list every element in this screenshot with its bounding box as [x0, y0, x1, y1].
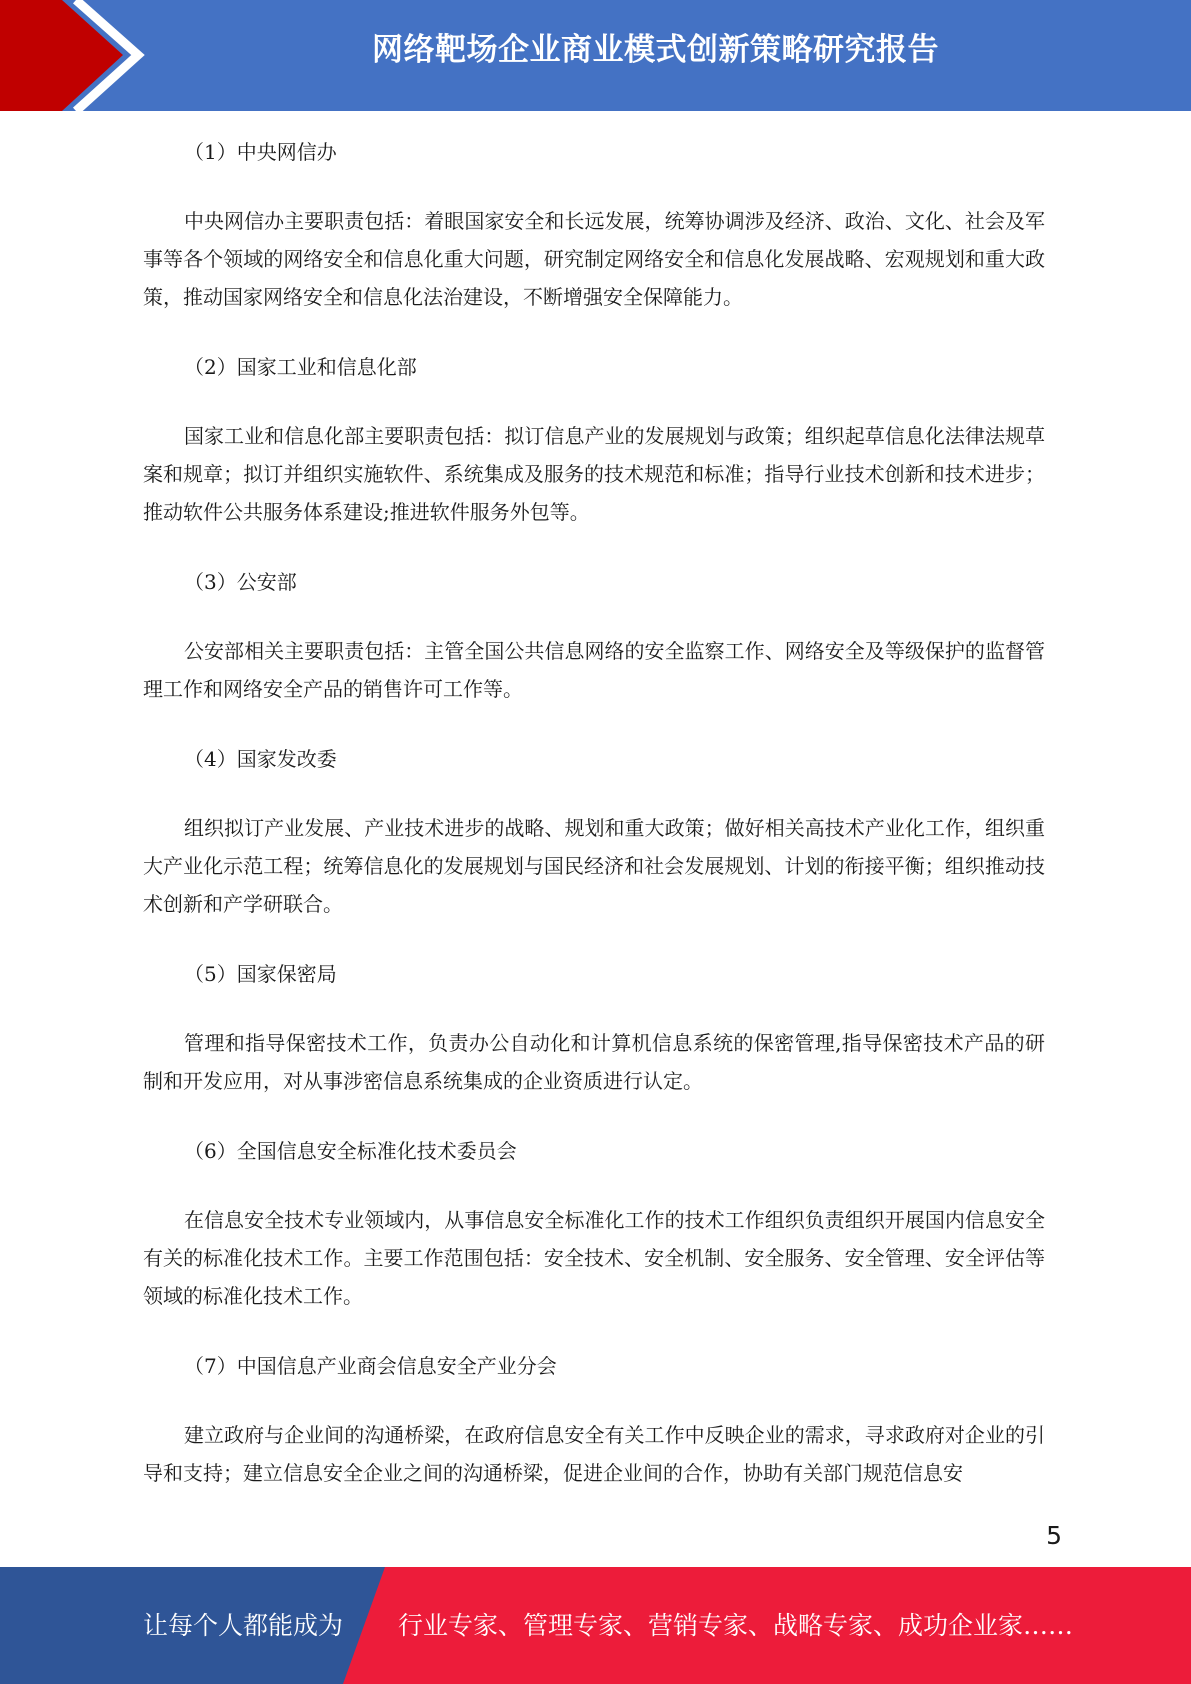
header-banner: [0, 0, 1191, 111]
section-paragraph-7: 建立政府与企业间的沟通桥梁，在政府信息安全有关工作中反映企业的需求，寻求政府对企业的引导和支持；建立信息安全企业之间的沟通桥梁，促进企业间的合作，协助有关部门规范信息安: [143, 1423, 1045, 1485]
header-chevron-graphic: [0, 0, 160, 111]
section-heading-7: （7）中国信息产业商会信息安全产业分会: [184, 1354, 557, 1378]
section-heading-6: （6）全国信息安全标准化技术委员会: [184, 1139, 517, 1163]
section-heading-3: （3）公安部: [184, 570, 297, 594]
footer-slogan-right: 行业专家、管理专家、营销专家、战略专家、成功企业家……: [398, 1611, 1074, 1640]
section-heading-5: （5）国家保密局: [184, 962, 337, 986]
section-paragraph-1: 中央网信办主要职责包括：着眼国家安全和长远发展，统筹协调涉及经济、政治、文化、社会及军事等各个领域的网络安全和信息化重大问题，研究制定网络安全和信息化发展战略、宏观规划和重大政策，推动国家网络安全和信息化法治建设，不断增强安全保障能力。: [143, 209, 1045, 309]
main-content: [143, 133, 1045, 1492]
section-paragraph-6: 在信息安全技术专业领域内，从事信息安全标准化工作的技术工作组织负责组织开展国内信息安全有关的标准化技术工作。主要工作范围包括：安全技术、安全机制、安全服务、安全管理、安全评估等领域的标准化技术工作。: [143, 1208, 1045, 1308]
section-paragraph-4: 组织拟订产业发展、产业技术进步的战略、规划和重大政策；做好相关高技术产业化工作，组织重大产业化示范工程；统筹信息化的发展规划与国民经济和社会发展规划、计划的衔接平衡；组织推动技术创新和产学研联合。: [143, 816, 1045, 916]
section-heading-2: （2）国家工业和信息化部: [184, 355, 417, 379]
section-paragraph-5: 管理和指导保密技术工作，负责办公自动化和计算机信息系统的保密管理,指导保密技术产品的研制和开发应用，对从事涉密信息系统集成的企业资质进行认定。: [143, 1031, 1045, 1093]
section-heading-4: （4）国家发改委: [184, 747, 337, 771]
section-heading-1: （1）中央网信办: [184, 140, 337, 164]
footer-slogan-left: 让每个人都能成为: [143, 1611, 344, 1640]
section-paragraph-2: 国家工业和信息化部主要职责包括：拟订信息产业的发展规划与政策；组织起草信息化法律法规草案和规章；拟订并组织实施软件、系统集成及服务的技术规范和标准；指导行业技术创新和技术进步；推动软件公共服务体系建设;推进软件服务外包等。: [143, 424, 1045, 524]
footer-banner: [0, 1567, 1191, 1684]
chevron-red-shape: [0, 0, 123, 111]
section-paragraph-3: 公安部相关主要职责包括：主管全国公共信息网络的安全监察工作、网络安全及等级保护的监督管理工作和网络安全产品的销售许可工作等。: [143, 639, 1045, 701]
page-number: 5: [1046, 1521, 1062, 1550]
document-title: 网络靶场企业商业模式创新策略研究报告: [372, 32, 939, 68]
